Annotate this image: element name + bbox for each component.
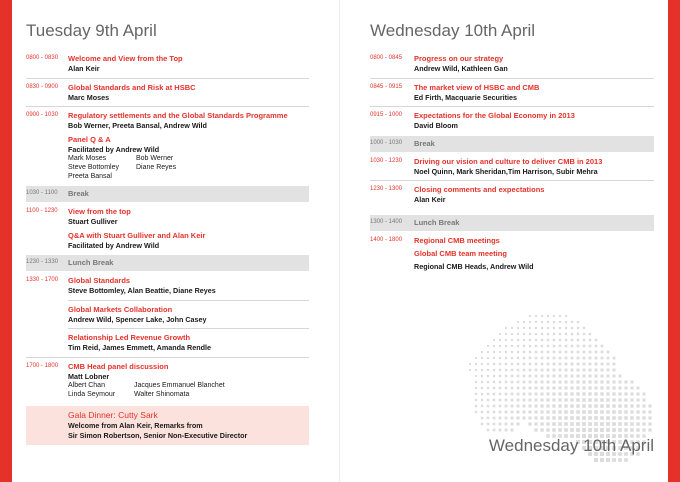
session-row: [26, 78, 309, 107]
panel-name: Bob Werner: [136, 155, 174, 162]
session-title: CMB Head panel discussion: [68, 361, 169, 371]
sub-session: [68, 328, 309, 353]
session-time: 1230 - 1330: [26, 259, 59, 265]
session-speaker: Regional CMB Heads, Andrew Wild: [414, 261, 534, 271]
panel-names: [68, 381, 309, 399]
panel-names: [68, 154, 309, 181]
right-red-bar: [668, 0, 680, 482]
session-title: Progress on our strategy: [414, 54, 504, 63]
session-speaker: Marc Moses: [68, 92, 110, 102]
panel-name: Diane Reyes: [136, 164, 177, 171]
session-speaker: Bob Werner, Preeta Bansal, Andrew Wild: [68, 121, 207, 130]
panel-name: Mark Moses: [68, 155, 107, 162]
session-time: 0900 - 1030: [26, 112, 59, 118]
day-title-wednesday-bottom: Wednesday 10th April: [488, 436, 654, 455]
session-row: [26, 203, 309, 254]
wednesday-sessions: [370, 50, 654, 275]
session-time: 1030 - 1230: [370, 157, 403, 164]
sub-session-title: Relationship Led Revenue Growth: [68, 333, 191, 342]
break-row: [26, 255, 309, 271]
break-row: [370, 136, 654, 152]
session-row: [370, 106, 654, 135]
session-title: Driving our vision and culture to deliver CMB in 2013: [414, 156, 603, 166]
qa-title: Q&A with Stuart Gulliver and Alan Keir: [68, 230, 206, 240]
session-speaker: Noel Quinn, Mark Sheridan,Tim Harrison, Subir Mehra: [414, 166, 598, 176]
left-red-bar: [0, 0, 12, 482]
break-row: [370, 215, 654, 231]
break-label: Lunch Break: [68, 258, 114, 267]
sub-session-speaker: Tim Reid, James Emmett, Amanda Rendle: [68, 343, 211, 352]
break-label: Break: [68, 189, 89, 198]
qa-facilitator: Facilitated by Andrew Wild: [68, 240, 160, 250]
session-speaker: Ed Firth, Macquarie Securities: [414, 92, 518, 102]
panel-title: Panel Q & A: [68, 134, 111, 144]
panel-qa: [68, 135, 309, 182]
panel-name: Albert Chan: [68, 382, 105, 389]
session-time: 0800 - 0830: [26, 55, 59, 61]
session-time: 0915 - 1000: [370, 112, 403, 118]
session-speaker: Andrew Wild, Kathleen Gan: [414, 64, 508, 73]
session-row: [26, 357, 309, 404]
panel-name: Jacques Emmanuel Blanchet: [134, 382, 225, 389]
session-title: Global Standards and Risk at HSBC: [68, 82, 196, 92]
session-time: 1700 - 1800: [26, 362, 59, 369]
gala-dinner: [26, 406, 309, 445]
break-label: Lunch Break: [414, 217, 460, 227]
session-speaker: Alan Keir: [414, 195, 446, 204]
break-row: [26, 186, 309, 202]
session-time: 1230 - 1300: [370, 186, 403, 192]
panel-name: Steve Bottomley: [68, 164, 119, 171]
sub-session-title: Global Markets Collaboration: [68, 304, 173, 314]
session-speaker: Stuart Gulliver: [68, 217, 118, 226]
gala-line: Welcome from Alan Keir, Remarks from: [68, 421, 203, 430]
session-row: [370, 153, 654, 181]
session-title: Regional CMB meetings: [414, 235, 500, 245]
day-title-wednesday: Wednesday 10th April: [370, 21, 536, 40]
session-row: [370, 232, 654, 276]
session-row: [26, 50, 309, 78]
session-row: [370, 78, 654, 107]
gala-title: Gala Dinner: Cutty Sark: [68, 410, 158, 420]
session-title: View from the top: [68, 207, 131, 216]
session-time: 1100 - 1230: [26, 208, 58, 214]
sub-session: [68, 300, 309, 325]
session-title: Expectations for the Global Economy in 2013: [414, 111, 575, 120]
session-time: 1030 - 1100: [26, 190, 58, 196]
day-title-tuesday: Tuesday 9th April: [26, 21, 157, 40]
session-time: 1000 - 1030: [370, 139, 403, 146]
session-row: [370, 50, 654, 78]
session-row: [370, 180, 654, 209]
panel-name: Linda Seymour: [68, 391, 116, 398]
session-title: Global Standards: [68, 276, 131, 285]
session-time: 1400 - 1800: [370, 236, 403, 243]
page-fold: [339, 0, 340, 482]
gala-line: Sir Simon Robertson, Senior Non-Executive Director: [68, 430, 248, 440]
session-speaker: Matt Lobner: [68, 371, 110, 381]
session-row: [26, 272, 309, 357]
session-speaker: Steve Bottomley, Alan Beattie, Diane Reyes: [68, 286, 216, 295]
session-time: 0845 - 0915: [370, 83, 403, 90]
session-time: 1330 - 1700: [26, 277, 59, 283]
session-time: 1300 - 1400: [370, 218, 403, 225]
panel-name: Walter Shinomata: [134, 391, 190, 398]
session-title: Regulatory settlements and the Global Standards Programme: [68, 111, 288, 120]
session-time: 0800 - 0845: [370, 55, 403, 61]
session-speaker: David Bloom: [414, 121, 458, 130]
panel-name: Preeta Bansal: [68, 173, 112, 180]
session-time: 0830 - 0900: [26, 83, 59, 90]
session-title: Welcome and View from the Top: [68, 54, 183, 63]
break-label: Break: [414, 138, 435, 148]
session-title: The market view of HSBC and CMB: [414, 82, 540, 92]
sub-session-speaker: Andrew Wild, Spencer Lake, John Casey: [68, 314, 207, 324]
session-title-secondary: Global CMB team meeting: [414, 248, 507, 258]
tuesday-sessions: [26, 50, 309, 445]
panel-facilitator: Facilitated by Andrew Wild: [68, 144, 160, 154]
session-speaker: Alan Keir: [68, 64, 100, 73]
session-title: Closing comments and expectations: [414, 185, 545, 194]
qa-block: [68, 231, 309, 251]
session-row: [26, 106, 309, 185]
